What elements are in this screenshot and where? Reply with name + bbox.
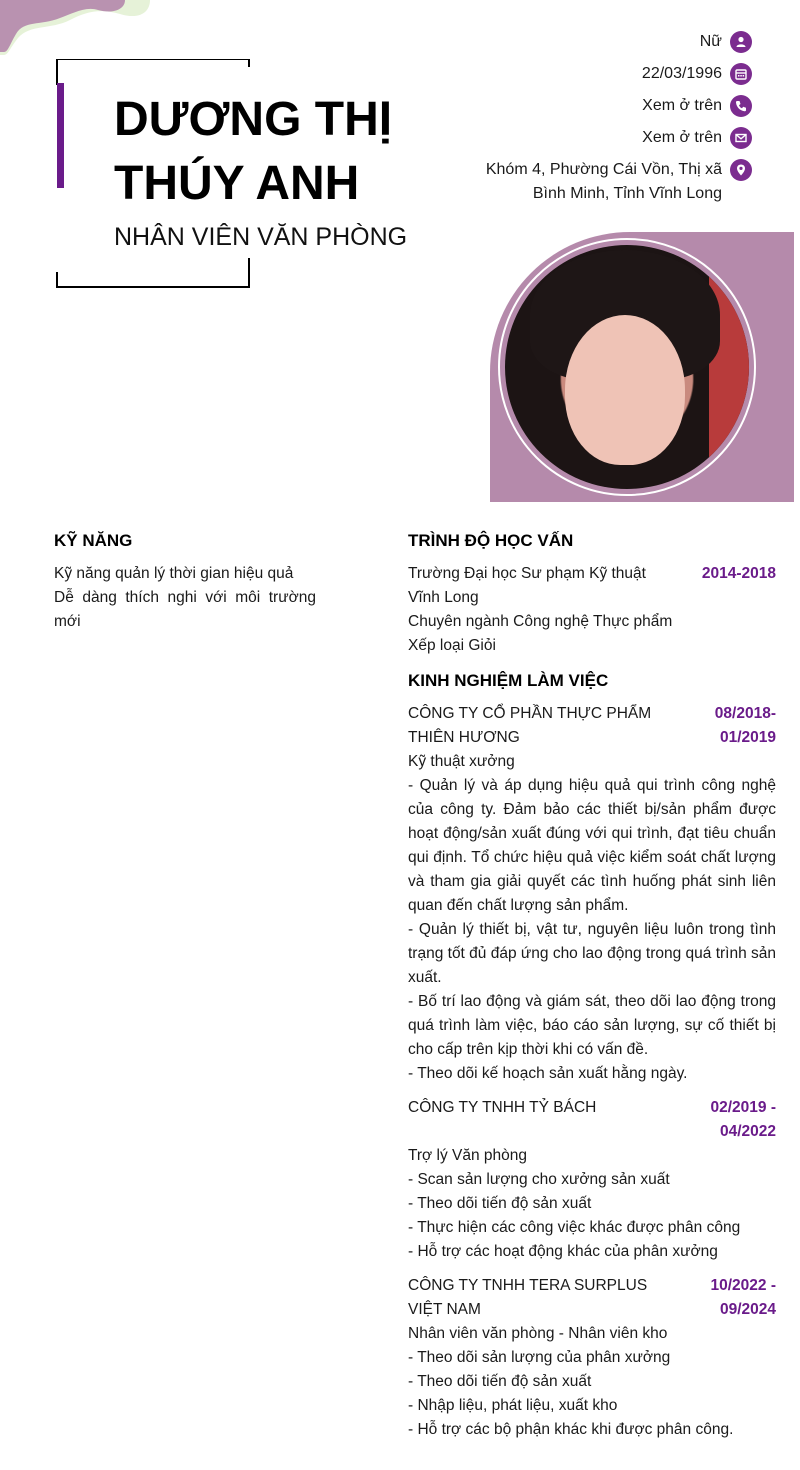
- job-duty: - Quản lý thiết bị, vật tư, nguyên liệu luôn trong tình trạng tốt đủ đáp ứng cho lao động trong quá trình sản xuất.: [408, 921, 777, 986]
- company-name: CÔNG TY TNHH TỶ BÁCH: [408, 1099, 597, 1116]
- name-accent-bar: [57, 83, 64, 188]
- job-duty: - Hỗ trợ các hoạt động khác của phân xưởng: [408, 1243, 718, 1260]
- photo-wall: [709, 245, 749, 489]
- job-date: 10/2022 - 09/2024: [710, 1277, 776, 1318]
- job-entry: [408, 1096, 776, 1264]
- contact-birthday: [412, 62, 752, 86]
- job-role: Nhân viên văn phòng - Nhân viên kho: [408, 1325, 668, 1342]
- school-name: Trường Đại học Sư phạm Kỹ thuật Vĩnh Long: [408, 565, 646, 606]
- name-frame-left-bottom: [56, 272, 58, 288]
- education-heading: TRÌNH ĐỘ HỌC VẤN: [408, 531, 574, 550]
- job-duty: - Quản lý và áp dụng hiệu quả qui trình công nghệ của công ty. Đảm bảo các thiết bị/sản phẩm được hoạt động/sản xuất đúng với qui trình, đạt tiêu chuẩn qui định. Tổ chức hiệu quả việc kiểm soát chất lượng và tham gia giải quyết các tình huống phát sinh liên quan đến chất lượng sản phẩm.: [408, 777, 776, 914]
- job-duty: - Nhập liệu, phát liệu, xuất kho: [408, 1397, 618, 1414]
- profile-photo: [505, 245, 749, 489]
- mail-icon: [730, 127, 752, 149]
- contact-phone: [412, 94, 752, 118]
- job-duty: - Thực hiện các công việc khác được phân công: [408, 1219, 741, 1236]
- education-section: [408, 528, 776, 658]
- job-role: Kỹ thuật xưởng: [408, 753, 515, 770]
- gender-text: Nữ: [699, 33, 722, 50]
- name-frame-bottom: [56, 286, 249, 288]
- contact-address: [412, 158, 752, 206]
- job-header: [408, 1096, 776, 1144]
- job-duty: - Theo dõi sản lượng của phân xưởng: [408, 1349, 671, 1366]
- contact-info: [412, 30, 752, 214]
- location-icon: [730, 159, 752, 181]
- company-name: CÔNG TY CỔ PHẦN THỰC PHẨM THIÊN HƯƠNG: [408, 705, 652, 746]
- email-text: Xem ở trên: [642, 129, 722, 146]
- education-row: [408, 562, 776, 610]
- job-duty: - Theo dõi tiến độ sản xuất: [408, 1373, 592, 1390]
- job-date: 08/2018-01/2019: [714, 705, 776, 746]
- photo-face: [565, 315, 685, 465]
- education-detail: Xếp loại Giỏi: [408, 637, 496, 654]
- corner-blob-decoration: [0, 0, 160, 60]
- skill-item: Dễ dàng thích nghi với môi trường mới: [54, 589, 316, 630]
- job-header: [408, 702, 776, 750]
- skill-item: Kỹ năng quản lý thời gian hiệu quả: [54, 565, 294, 582]
- name-frame-top: [56, 59, 249, 60]
- job-header: [408, 1274, 776, 1322]
- job-title: NHÂN VIÊN VĂN PHÒNG: [114, 223, 408, 251]
- experience-heading: KINH NGHIỆM LÀM VIỆC: [408, 671, 609, 690]
- main-column: [408, 528, 776, 1452]
- name-frame-right-top: [248, 59, 250, 67]
- name-frame-right-bottom: [248, 258, 250, 288]
- candidate-name: DƯƠNG THỊ THÚY ANH: [114, 93, 393, 210]
- address-text: Khóm 4, Phường Cái Vồn, Thị xã Bình Minh, Tỉnh Vĩnh Long: [485, 161, 722, 202]
- job-duty: - Scan sản lượng cho xưởng sản xuất: [408, 1171, 670, 1188]
- job-entry: [408, 1274, 776, 1442]
- education-date: 2014-2018: [701, 565, 776, 582]
- skills-heading: KỸ NĂNG: [54, 531, 133, 550]
- education-detail: Chuyên ngành Công nghệ Thực phẩm: [408, 613, 673, 630]
- name-frame-left-top: [56, 59, 58, 85]
- phone-text: Xem ở trên: [642, 97, 722, 114]
- calendar-icon: [730, 63, 752, 85]
- contact-gender: [412, 30, 752, 54]
- job-duty: - Theo dõi kế hoạch sản xuất hằng ngày.: [408, 1065, 688, 1082]
- job-duty: - Theo dõi tiến độ sản xuất: [408, 1195, 592, 1212]
- job-duty: - Bố trí lao động và giám sát, theo dõi lao động trong quá trình làm việc, báo cáo sản lượng, sự cố thiết bị cho cấp trên kịp thời khi có vấn đề.: [408, 993, 776, 1058]
- phone-icon: [730, 95, 752, 117]
- job-role: Trợ lý Văn phòng: [408, 1147, 528, 1164]
- job-date: 02/2019 - 04/2022: [710, 1099, 776, 1140]
- job-entry: [408, 702, 776, 1086]
- user-icon: [730, 31, 752, 53]
- birthday-text: 22/03/1996: [641, 65, 722, 82]
- contact-email: [412, 126, 752, 150]
- experience-section: [408, 668, 776, 1442]
- job-duty: - Hỗ trợ các bộ phận khác khi được phân công.: [408, 1421, 734, 1438]
- company-name: CÔNG TY TNHH TERA SURPLUS VIỆT NAM: [408, 1277, 648, 1318]
- skills-section: [54, 528, 316, 634]
